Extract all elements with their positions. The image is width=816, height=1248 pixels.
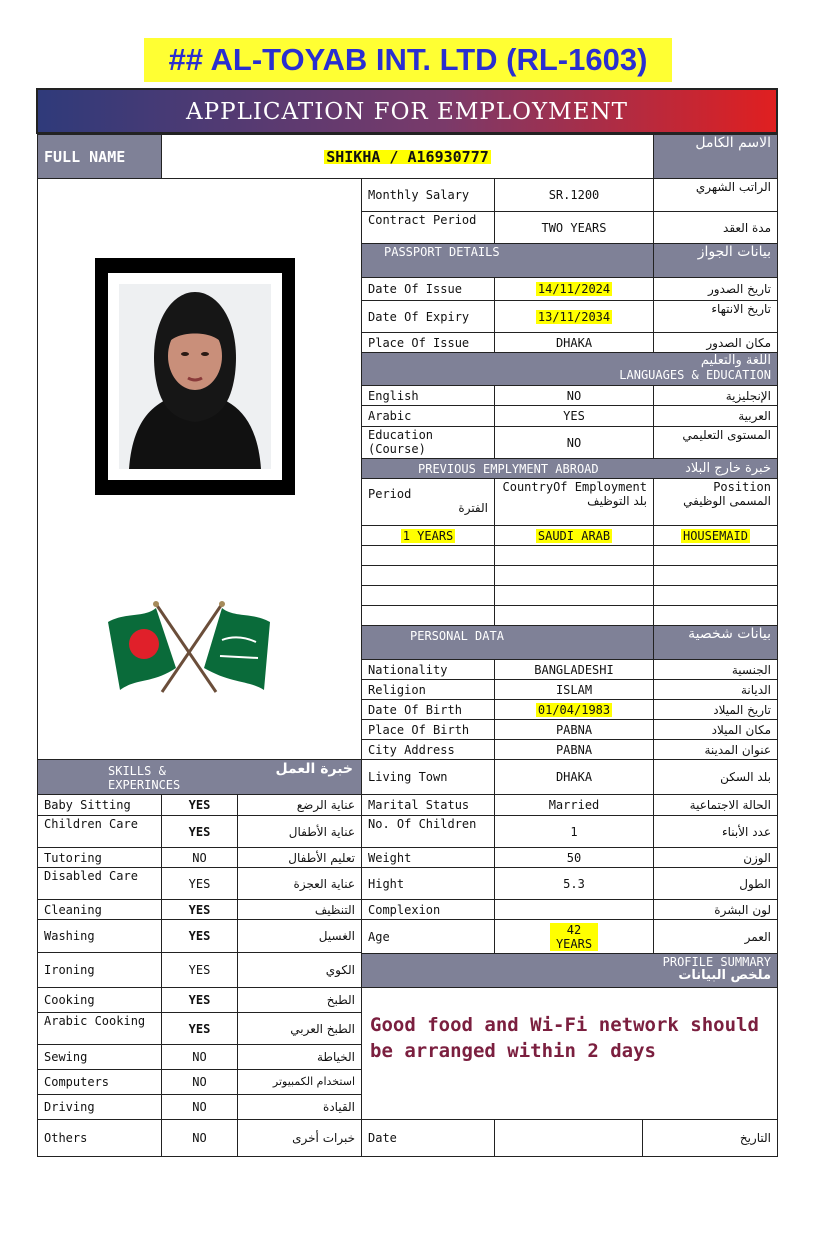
skill-label: Driving: [37, 1094, 162, 1120]
skill-label: Computers: [37, 1069, 162, 1095]
issue-date-label: Date Of Issue: [361, 277, 495, 301]
arabic-label-ar: العربية: [653, 405, 778, 427]
complexion-label-ar: لون البشرة: [653, 899, 778, 920]
empty-row-cell: [653, 545, 778, 566]
expiry-date-label-ar: تاريخ الانتهاء: [653, 300, 778, 333]
passport-heading: PASSPORT DETAILS: [361, 243, 654, 278]
full-name-label-ar: الاسم الكامل: [653, 134, 778, 179]
skill-label-ar: تعليم الأطفال: [237, 847, 362, 868]
empty-row-cell: [361, 565, 495, 586]
english-label: English: [361, 385, 495, 406]
skill-label-ar: استخدام الكمبيوتر: [237, 1069, 362, 1095]
birth-place-label-ar: مكان الميلاد: [653, 719, 778, 740]
skill-value: NO: [161, 1069, 238, 1095]
marital-status-value: Married: [494, 794, 654, 816]
skill-value: YES: [161, 987, 238, 1013]
previous-employment-heading-ar: خبرة خارج البلاد: [685, 460, 771, 476]
age-label: Age: [361, 919, 495, 954]
period-header: [361, 478, 495, 526]
languages-heading-en: LANGUAGES & EDUCATION: [619, 368, 771, 382]
education-value: NO: [494, 426, 654, 459]
skill-value: NO: [161, 1044, 238, 1070]
issue-date-value: 14/11/2024: [537, 282, 611, 296]
living-town-value: DHAKA: [494, 759, 654, 795]
date-label: Date: [361, 1119, 495, 1157]
empty-row-cell: [653, 605, 778, 626]
skill-label-ar: التنظيف: [237, 899, 362, 920]
english-label-ar: الإنجليزية: [653, 385, 778, 406]
children-count-label: No. Of Children: [361, 815, 495, 848]
empty-row-cell: [494, 585, 654, 606]
city-address-value: PABNA: [494, 739, 654, 760]
skill-label: Tutoring: [37, 847, 162, 868]
contract-period-label: Contract Period: [361, 211, 495, 244]
bangladesh-saudi-flags: [104, 598, 276, 696]
skill-label-ar: الطبخ: [237, 987, 362, 1013]
skill-label: Ironing: [37, 952, 162, 988]
empty-row-cell: [361, 605, 495, 626]
languages-heading-ar: اللغة والتعليم: [700, 353, 771, 368]
skill-label-ar: عناية الأطفال: [237, 815, 362, 848]
issue-place-label: Place Of Issue: [361, 332, 495, 353]
height-label: Hight: [361, 867, 495, 900]
nationality-label: Nationality: [361, 659, 495, 680]
position-header-ar: المسمى الوظيفي: [683, 494, 771, 508]
arabic-value: YES: [494, 405, 654, 427]
height-value: 5.3: [494, 867, 654, 900]
skill-label: Cooking: [37, 987, 162, 1013]
profile-summary-heading: [361, 953, 778, 988]
issue-place-label-ar: مكان الصدور: [653, 332, 778, 353]
skill-label: Others: [37, 1119, 162, 1157]
skill-value: YES: [161, 919, 238, 953]
contract-period-value: TWO YEARS: [494, 211, 654, 244]
empty-row-cell: [494, 565, 654, 586]
profile-summary-heading-ar: ملخص البيانات: [678, 968, 771, 983]
education-label-ar: المستوى التعليمي: [653, 426, 778, 459]
date-label-ar: التاريخ: [642, 1119, 778, 1157]
complexion-value: [494, 899, 654, 920]
skill-value: YES: [161, 899, 238, 920]
arabic-label: Arabic: [361, 405, 495, 427]
birth-date-label-ar: تاريخ الميلاد: [653, 699, 778, 720]
height-label-ar: الطول: [653, 867, 778, 900]
age-value: 42 YEARS: [550, 923, 598, 951]
previous-employment-heading: [361, 458, 778, 479]
profile-summary-heading-en: PROFILE SUMMARY: [662, 955, 771, 969]
prev-position-value: HOUSEMAID: [682, 528, 749, 543]
religion-value: ISLAM: [494, 679, 654, 700]
skill-label: Baby Sitting: [37, 794, 162, 816]
prev-country-value: SAUDI ARAB: [537, 528, 611, 543]
skill-label-ar: الخياطة: [237, 1044, 362, 1070]
personal-data-heading: PERSONAL DATA: [361, 625, 654, 660]
passport-heading-ar: بيانات الجواز: [653, 243, 778, 278]
children-count-value: 1: [494, 815, 654, 848]
expiry-date-value: 13/11/2034: [537, 309, 611, 324]
marital-status-label: Marital Status: [361, 794, 495, 816]
skill-value: YES: [161, 815, 238, 848]
skills-heading: [37, 759, 362, 795]
expiry-date-label: Date Of Expiry: [361, 300, 495, 333]
religion-label: Religion: [361, 679, 495, 700]
skill-label-ar: عناية العجزة: [237, 867, 362, 900]
issue-date-label-ar: تاريخ الصدور: [653, 277, 778, 301]
birth-place-value: PABNA: [494, 719, 654, 740]
skill-label-ar: القيادة: [237, 1094, 362, 1120]
full-name-value: SHIKHA / A16930777: [326, 147, 489, 166]
form-banner: APPLICATION FOR EMPLOYMENT: [36, 88, 778, 134]
skill-label-ar: عناية الرضع: [237, 794, 362, 816]
skill-value: YES: [161, 952, 238, 988]
birth-date-value: 01/04/1983: [537, 702, 611, 717]
skill-value: YES: [161, 794, 238, 816]
marital-status-label-ar: الحالة الاجتماعية: [653, 794, 778, 816]
position-header: [653, 478, 778, 526]
period-header-en: Period: [368, 487, 412, 501]
date-value: [494, 1119, 643, 1157]
complexion-label: Complexion: [361, 899, 495, 920]
skill-label-ar: الكوي: [237, 952, 362, 988]
period-header-ar: الفترة: [458, 501, 488, 515]
skill-label-ar: خبرات أخرى: [237, 1119, 362, 1157]
empty-row-cell: [653, 565, 778, 586]
nationality-value: BANGLADESHI: [494, 659, 654, 680]
skill-label-ar: الغسيل: [237, 919, 362, 953]
monthly-salary-label: Monthly Salary: [361, 178, 495, 212]
age-label-ar: العمر: [653, 919, 778, 954]
skills-heading-en: SKILLS & EXPERINCES: [108, 764, 181, 792]
weight-label: Weight: [361, 847, 495, 868]
skill-label: Sewing: [37, 1044, 162, 1070]
city-address-label-ar: عنوان المدينة: [653, 739, 778, 760]
previous-employment-heading-en: PREVIOUS EMPLYMENT ABROAD: [418, 461, 599, 476]
full-name-cell: [161, 134, 654, 179]
issue-place-value: DHAKA: [494, 332, 654, 353]
profile-summary-text: Good food and Wi-Fi network should be arranged within 2 days: [361, 987, 778, 1120]
education-label: Education (Course): [361, 426, 495, 459]
weight-label-ar: الوزن: [653, 847, 778, 868]
monthly-salary-label-ar: الراتب الشهري: [653, 178, 778, 212]
birth-date-label: Date Of Birth: [361, 699, 495, 720]
skill-value: NO: [161, 1119, 238, 1157]
empty-row-cell: [361, 585, 495, 606]
english-value: NO: [494, 385, 654, 406]
prev-period-value: 1 YEARS: [402, 528, 454, 543]
nationality-label-ar: الجنسية: [653, 659, 778, 680]
skill-label: Disabled Care: [37, 867, 162, 900]
personal-data-heading-ar: بيانات شخصية: [653, 625, 778, 660]
country-header: [494, 478, 654, 526]
birth-place-label: Place Of Birth: [361, 719, 495, 740]
skill-label: Children Care: [37, 815, 162, 848]
religion-label-ar: الديانة: [653, 679, 778, 700]
full-name-label: FULL NAME: [37, 134, 162, 179]
children-count-label-ar: عدد الأبناء: [653, 815, 778, 848]
empty-row-cell: [361, 545, 495, 566]
weight-value: 50: [494, 847, 654, 868]
agency-title: ## AL-TOYAB INT. LTD (RL-1603): [168, 42, 648, 77]
living-town-label-ar: بلد السكن: [653, 759, 778, 795]
skill-label: Cleaning: [37, 899, 162, 920]
languages-heading: [361, 352, 778, 386]
skill-label: Washing: [37, 919, 162, 953]
position-header-en: Position: [713, 480, 771, 494]
contract-period-label-ar: مدة العقد: [653, 211, 778, 244]
agency-title-box: [144, 38, 672, 82]
skill-value: YES: [161, 867, 238, 900]
skill-label: Arabic Cooking: [37, 1012, 162, 1045]
empty-row-cell: [494, 605, 654, 626]
empty-row-cell: [653, 585, 778, 606]
skill-value: NO: [161, 1094, 238, 1120]
empty-row-cell: [494, 545, 654, 566]
skills-heading-ar: خبرة العمل: [275, 761, 353, 777]
skill-label-ar: الطبخ العربي: [237, 1012, 362, 1045]
monthly-salary-value: SR.1200: [494, 178, 654, 212]
country-header-ar: بلد التوظيف: [587, 494, 647, 508]
living-town-label: Living Town: [361, 759, 495, 795]
applicant-photo: [119, 284, 271, 469]
skill-value: YES: [161, 1012, 238, 1045]
country-header-en: CountryOf Employment: [502, 480, 647, 494]
city-address-label: City Address: [361, 739, 495, 760]
skill-value: NO: [161, 847, 238, 868]
